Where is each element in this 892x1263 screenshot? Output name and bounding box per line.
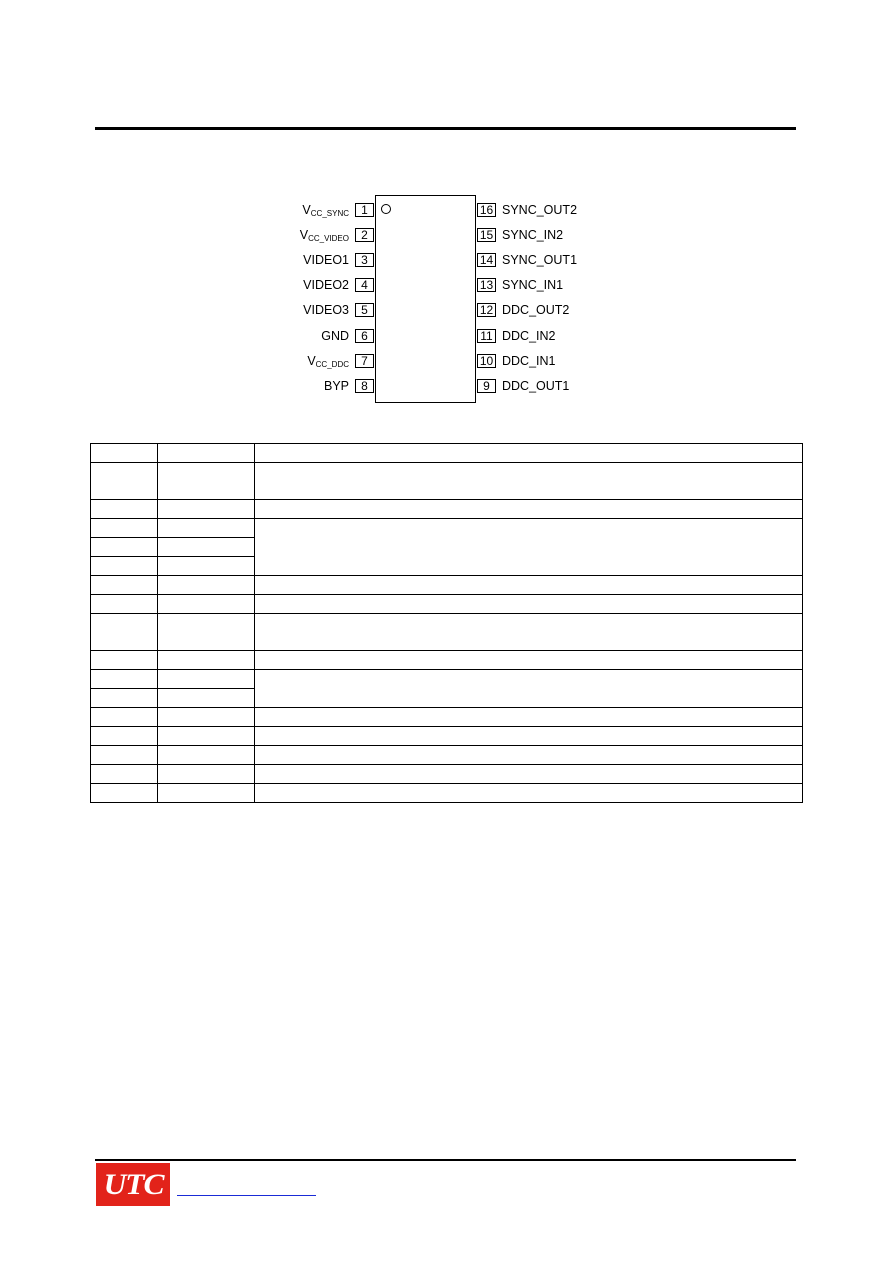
pin-name: SYNC_OUT1 — [502, 253, 578, 267]
pin-name: BYP — [323, 379, 349, 393]
table-cell — [158, 670, 255, 689]
pin-left — [200, 354, 374, 368]
pin-name: DDC_IN2 — [502, 329, 556, 343]
table-cell — [255, 765, 803, 784]
table-cell — [91, 519, 158, 538]
table-header-row — [91, 444, 803, 463]
table-row — [91, 727, 803, 746]
table-cell — [91, 500, 158, 519]
pin-name-subscript: CC_VIDEO — [308, 234, 349, 243]
table-cell — [255, 746, 803, 765]
table-row — [91, 784, 803, 803]
pin-number: 14 — [477, 253, 496, 267]
pin-name-subscript: CC_DDC — [315, 360, 349, 369]
utc-logo — [96, 1163, 170, 1206]
table-cell — [158, 651, 255, 670]
table-cell — [158, 595, 255, 614]
pin-name: SYNC_OUT2 — [502, 203, 578, 217]
pin-name-subscript: CC_SYNC — [310, 209, 349, 218]
pin-left — [200, 379, 374, 393]
pin-name: V — [307, 354, 316, 368]
table-cell — [91, 689, 158, 708]
table-cell — [91, 595, 158, 614]
table-cell — [158, 576, 255, 595]
table-cell — [91, 463, 158, 500]
table-cell — [255, 784, 803, 803]
pin-name: DDC_IN1 — [502, 354, 556, 368]
table-cell — [255, 708, 803, 727]
pin-number: 13 — [477, 278, 496, 292]
table-row — [91, 463, 803, 500]
pin-left — [200, 278, 374, 292]
table-row — [91, 765, 803, 784]
pin-number: 15 — [477, 228, 496, 242]
header-rule — [95, 127, 796, 130]
table-cell — [91, 727, 158, 746]
table-cell — [255, 614, 803, 651]
table-cell — [158, 444, 255, 463]
pin-right — [477, 303, 677, 317]
pin-number: 7 — [355, 354, 374, 368]
chip-body — [375, 195, 476, 403]
pin-number: 8 — [355, 379, 374, 393]
table-row — [91, 746, 803, 765]
pin-description-table — [90, 443, 803, 803]
table-row — [91, 500, 803, 519]
pin-number: 3 — [355, 253, 374, 267]
pin-number: 12 — [477, 303, 496, 317]
table-cell — [255, 727, 803, 746]
pin-number: 9 — [477, 379, 496, 393]
pin-number: 1 — [355, 203, 374, 217]
pin-number: 6 — [355, 329, 374, 343]
pin-left — [200, 329, 374, 343]
pin-right — [477, 253, 677, 267]
footer-rule — [95, 1159, 796, 1161]
pin-name: VIDEO3 — [303, 303, 349, 317]
pin-right — [477, 228, 677, 242]
pin-number: 4 — [355, 278, 374, 292]
pin-right — [477, 379, 677, 393]
pin-left — [200, 253, 374, 267]
table-cell — [158, 538, 255, 557]
table-cell — [91, 444, 158, 463]
table-cell — [158, 746, 255, 765]
logo-text: UTC — [103, 1167, 163, 1201]
table-cell — [255, 651, 803, 670]
pin-name: V — [299, 228, 309, 242]
table-cell — [91, 614, 158, 651]
table-cell — [91, 765, 158, 784]
table-cell — [158, 765, 255, 784]
table-row — [91, 595, 803, 614]
table-row — [91, 614, 803, 651]
table-cell — [158, 614, 255, 651]
pin-name: GND — [321, 329, 349, 343]
table-cell — [158, 689, 255, 708]
table-cell — [158, 708, 255, 727]
table-cell — [158, 784, 255, 803]
pin-name: SYNC_IN1 — [502, 278, 564, 292]
pin-name: SYNC_IN2 — [502, 228, 564, 242]
table-cell — [255, 444, 803, 463]
table-row — [91, 651, 803, 670]
table-cell — [91, 708, 158, 727]
pin-number: 5 — [355, 303, 374, 317]
table-cell — [255, 595, 803, 614]
table-cell — [255, 670, 803, 708]
table-cell — [255, 519, 803, 576]
pin-name: VIDEO1 — [303, 253, 349, 267]
table-cell — [158, 500, 255, 519]
pin-left — [200, 203, 374, 217]
pin-number: 16 — [477, 203, 496, 217]
website-link[interactable] — [177, 1195, 316, 1196]
pin-name: V — [302, 203, 311, 217]
table-cell — [91, 576, 158, 595]
pin-right — [477, 278, 677, 292]
pin-number: 11 — [477, 329, 496, 343]
table-row — [91, 519, 803, 538]
table-cell — [255, 576, 803, 595]
table-cell — [91, 651, 158, 670]
pin-right — [477, 329, 677, 343]
pin-name: VIDEO2 — [303, 278, 349, 292]
table-row — [91, 708, 803, 727]
table-cell — [91, 784, 158, 803]
table-cell — [91, 746, 158, 765]
table-cell — [91, 557, 158, 576]
pin-right — [477, 203, 677, 217]
table-cell — [158, 557, 255, 576]
table-cell — [255, 463, 803, 500]
pin1-marker-icon — [381, 204, 391, 214]
table-cell — [158, 519, 255, 538]
pin-number: 2 — [355, 228, 374, 242]
table-cell — [91, 538, 158, 557]
pin-name: DDC_OUT1 — [502, 379, 570, 393]
pin-right — [477, 354, 677, 368]
table-row — [91, 576, 803, 595]
pin-number: 10 — [477, 354, 496, 368]
table-row — [91, 670, 803, 689]
pin-left — [200, 228, 374, 242]
pin-left — [200, 303, 374, 317]
table-cell — [158, 727, 255, 746]
table-cell — [255, 500, 803, 519]
table-cell — [91, 670, 158, 689]
pin-name: DDC_OUT2 — [502, 303, 570, 317]
table-cell — [158, 463, 255, 500]
